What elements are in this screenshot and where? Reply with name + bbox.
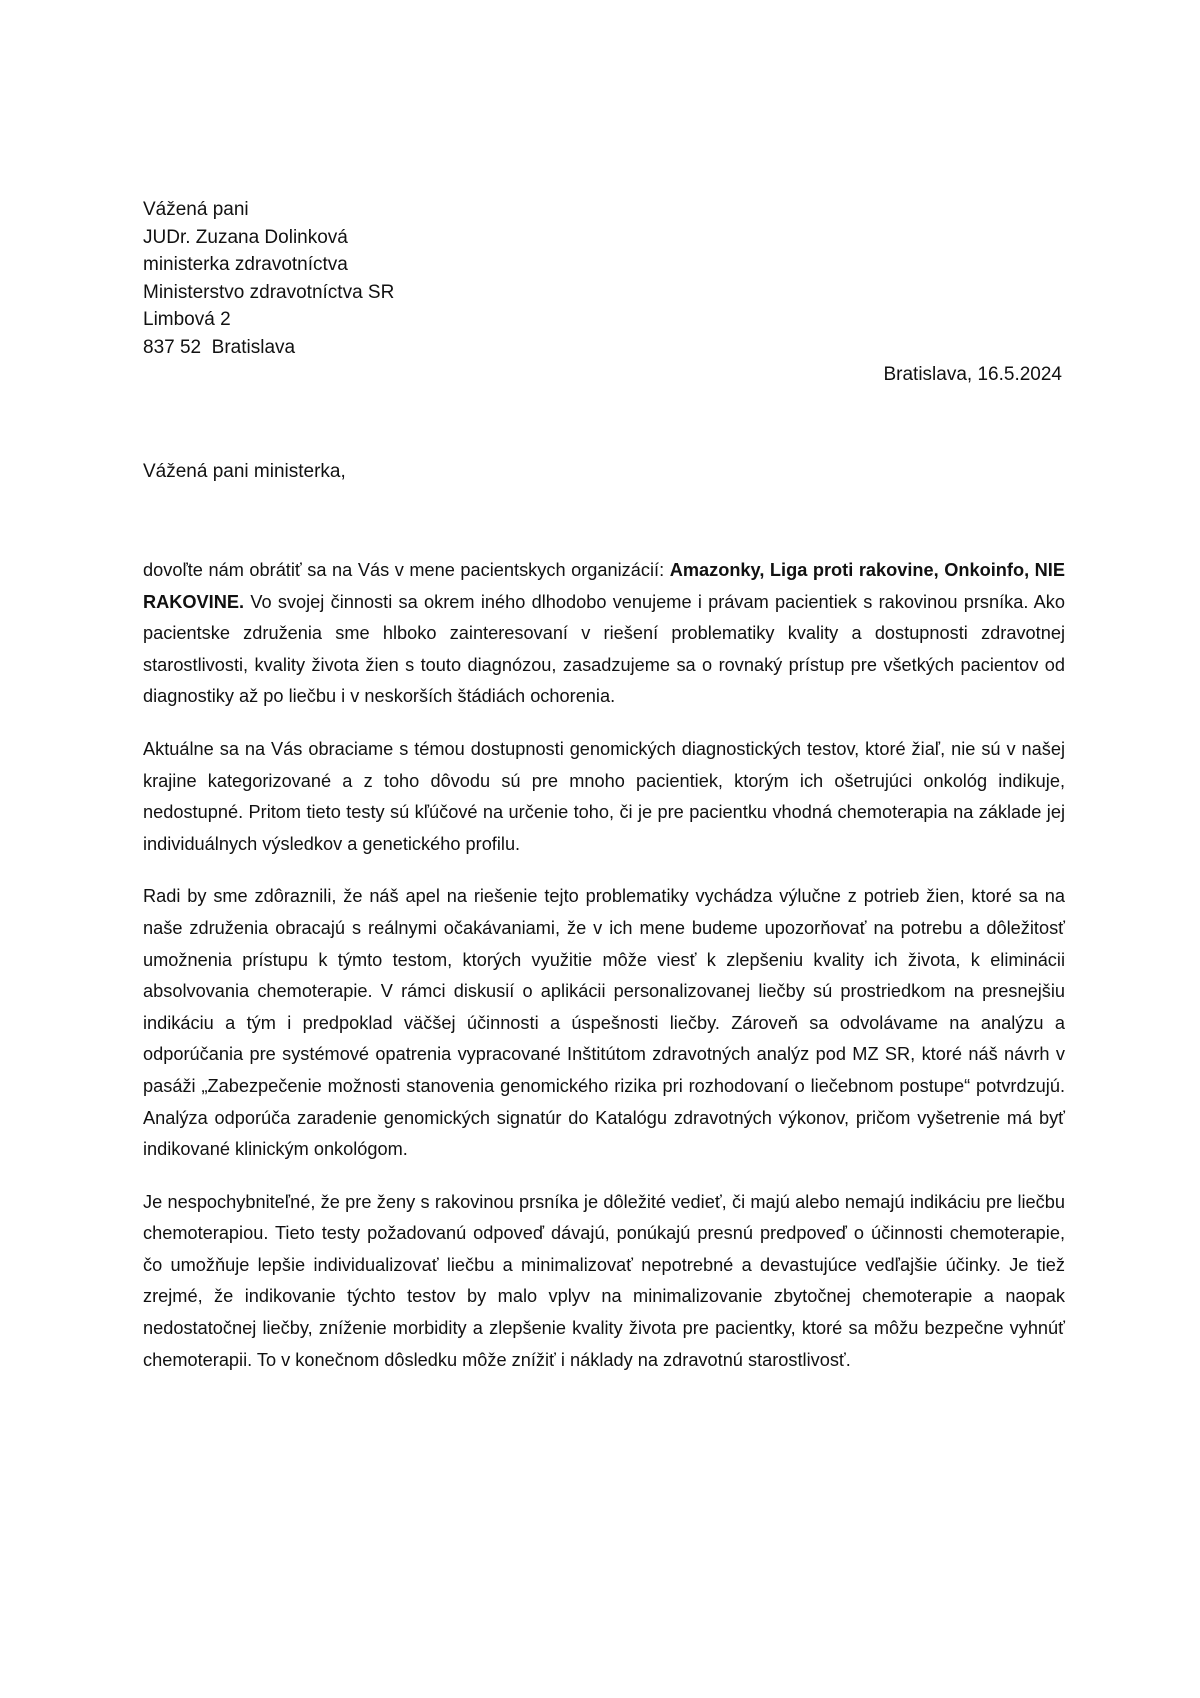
paragraph-2: Aktuálne sa na Vás obraciame s témou dostupnosti genomických diagnostických testov, ktoré žiaľ, nie sú v našej krajine kategorizované a z toho dôvodu sú pre mnoho pacientiek, ktorým ich ošetrujúci onkológ indikuje, nedostupné. Pritom tieto testy sú kľúčové na určenie toho, či je pre pacientku vhodná chemoterapia na základe jej individuálnych výsledkov a genetického profilu.	[143, 738, 1065, 854]
organizations-list: Amazonky, Liga proti rakovine, Onkoinfo, NIE RAKOVINE.	[143, 560, 1065, 612]
recipient-greeting-line: Vážená pani	[143, 199, 249, 220]
paragraph-4: Je nespochybniteľné, že pre ženy s rakovinou prsníka je dôležité vedieť, či majú alebo nemajú indikáciu pre liečbu chemoterapiou. Tieto testy požadovanú odpoveď dávajú, ponúkajú presnú predpoveď o účinnosti chemoterapie, čo umožňuje lepšie individualizovať liečbu a minimalizovať nepotrebné a devastujúce vedľajšie účinky. Je tiež zrejmé, že indikovanie týchto testov by malo vplyv na minimalizovanie zbytočnej chemoterapie a naopak nedostatočnej liečby, zníženie morbidity a zlepšenie kvality života pre pacientky, ktoré sa môžu bezpečne vyhnúť chemoterapii. To v konečnom dôsledku môže znížiť i náklady na zdravotnú starostlivosť.	[143, 1191, 1065, 1370]
paragraph-1-intro: dovoľte nám obrátiť sa na Vás v mene pacientskych organizácií:	[143, 560, 670, 580]
letter-date: Bratislava, 16.5.2024	[883, 364, 1062, 385]
letter-body	[143, 555, 1065, 1397]
recipient-address-block	[143, 196, 743, 361]
recipient-title: ministerka zdravotníctva	[143, 254, 348, 275]
recipient-name: JUDr. Zuzana Dolinková	[143, 226, 348, 248]
salutation: Vážená pani ministerka,	[143, 461, 346, 482]
recipient-street: Limbová 2	[143, 309, 231, 330]
paragraph-1-rest: Vo svojej činnosti sa okrem iného dlhodobo venujeme i právam pacientiek s rakovinou prsníka. Ako pacientske združenia sme hlboko zainteresovaní v riešení problematiky kvality a dostupnosti zdravotnej starostlivosti, kvality života žien s touto diagnózou, zasadzujeme sa o rovnaký prístup pre všetkých pacientov od diagnostiky až po liečbu i v neskorších štádiách ochorenia.	[143, 591, 1065, 707]
paragraph-1	[143, 555, 1065, 713]
paragraph-3: Radi by sme zdôraznili, že náš apel na riešenie tejto problematiky vychádza výlučne z potrieb žien, ktoré sa na naše združenia obracajú s reálnymi očakávaniami, že v ich mene budeme upozorňovať na potrebu a dôležitosť umožnenia prístupu k týmto testom, ktorých využitie môže viesť k zlepšeniu kvality ich života, k eliminácii absolvovania chemoterapie. V rámci diskusií o aplikácii personalizovanej liečby sú prostriedkom na presnejšiu indikáciu a tým i predpoklad väčšej účinnosti a úspešnosti liečby. Zároveň sa odvolávame na analýzu a odporúčania pre systémové opatrenia vypracované Inštitútom zdravotných analýz pod MZ SR, ktoré náš návrh v pasáži „Zabezpečenie možnosti stanovenia genomického rizika pri rozhodovaní o liečebnom postupe“ potvrdzujú. Analýza odporúča zaradenie genomických signatúr do Katalógu zdravotných výkonov, pričom vyšetrenie má byť indikované klinickým onkológom.	[143, 886, 1065, 1160]
recipient-organization: Ministerstvo zdravotníctva SR	[143, 281, 395, 303]
recipient-city: 837 52 Bratislava	[143, 336, 296, 358]
